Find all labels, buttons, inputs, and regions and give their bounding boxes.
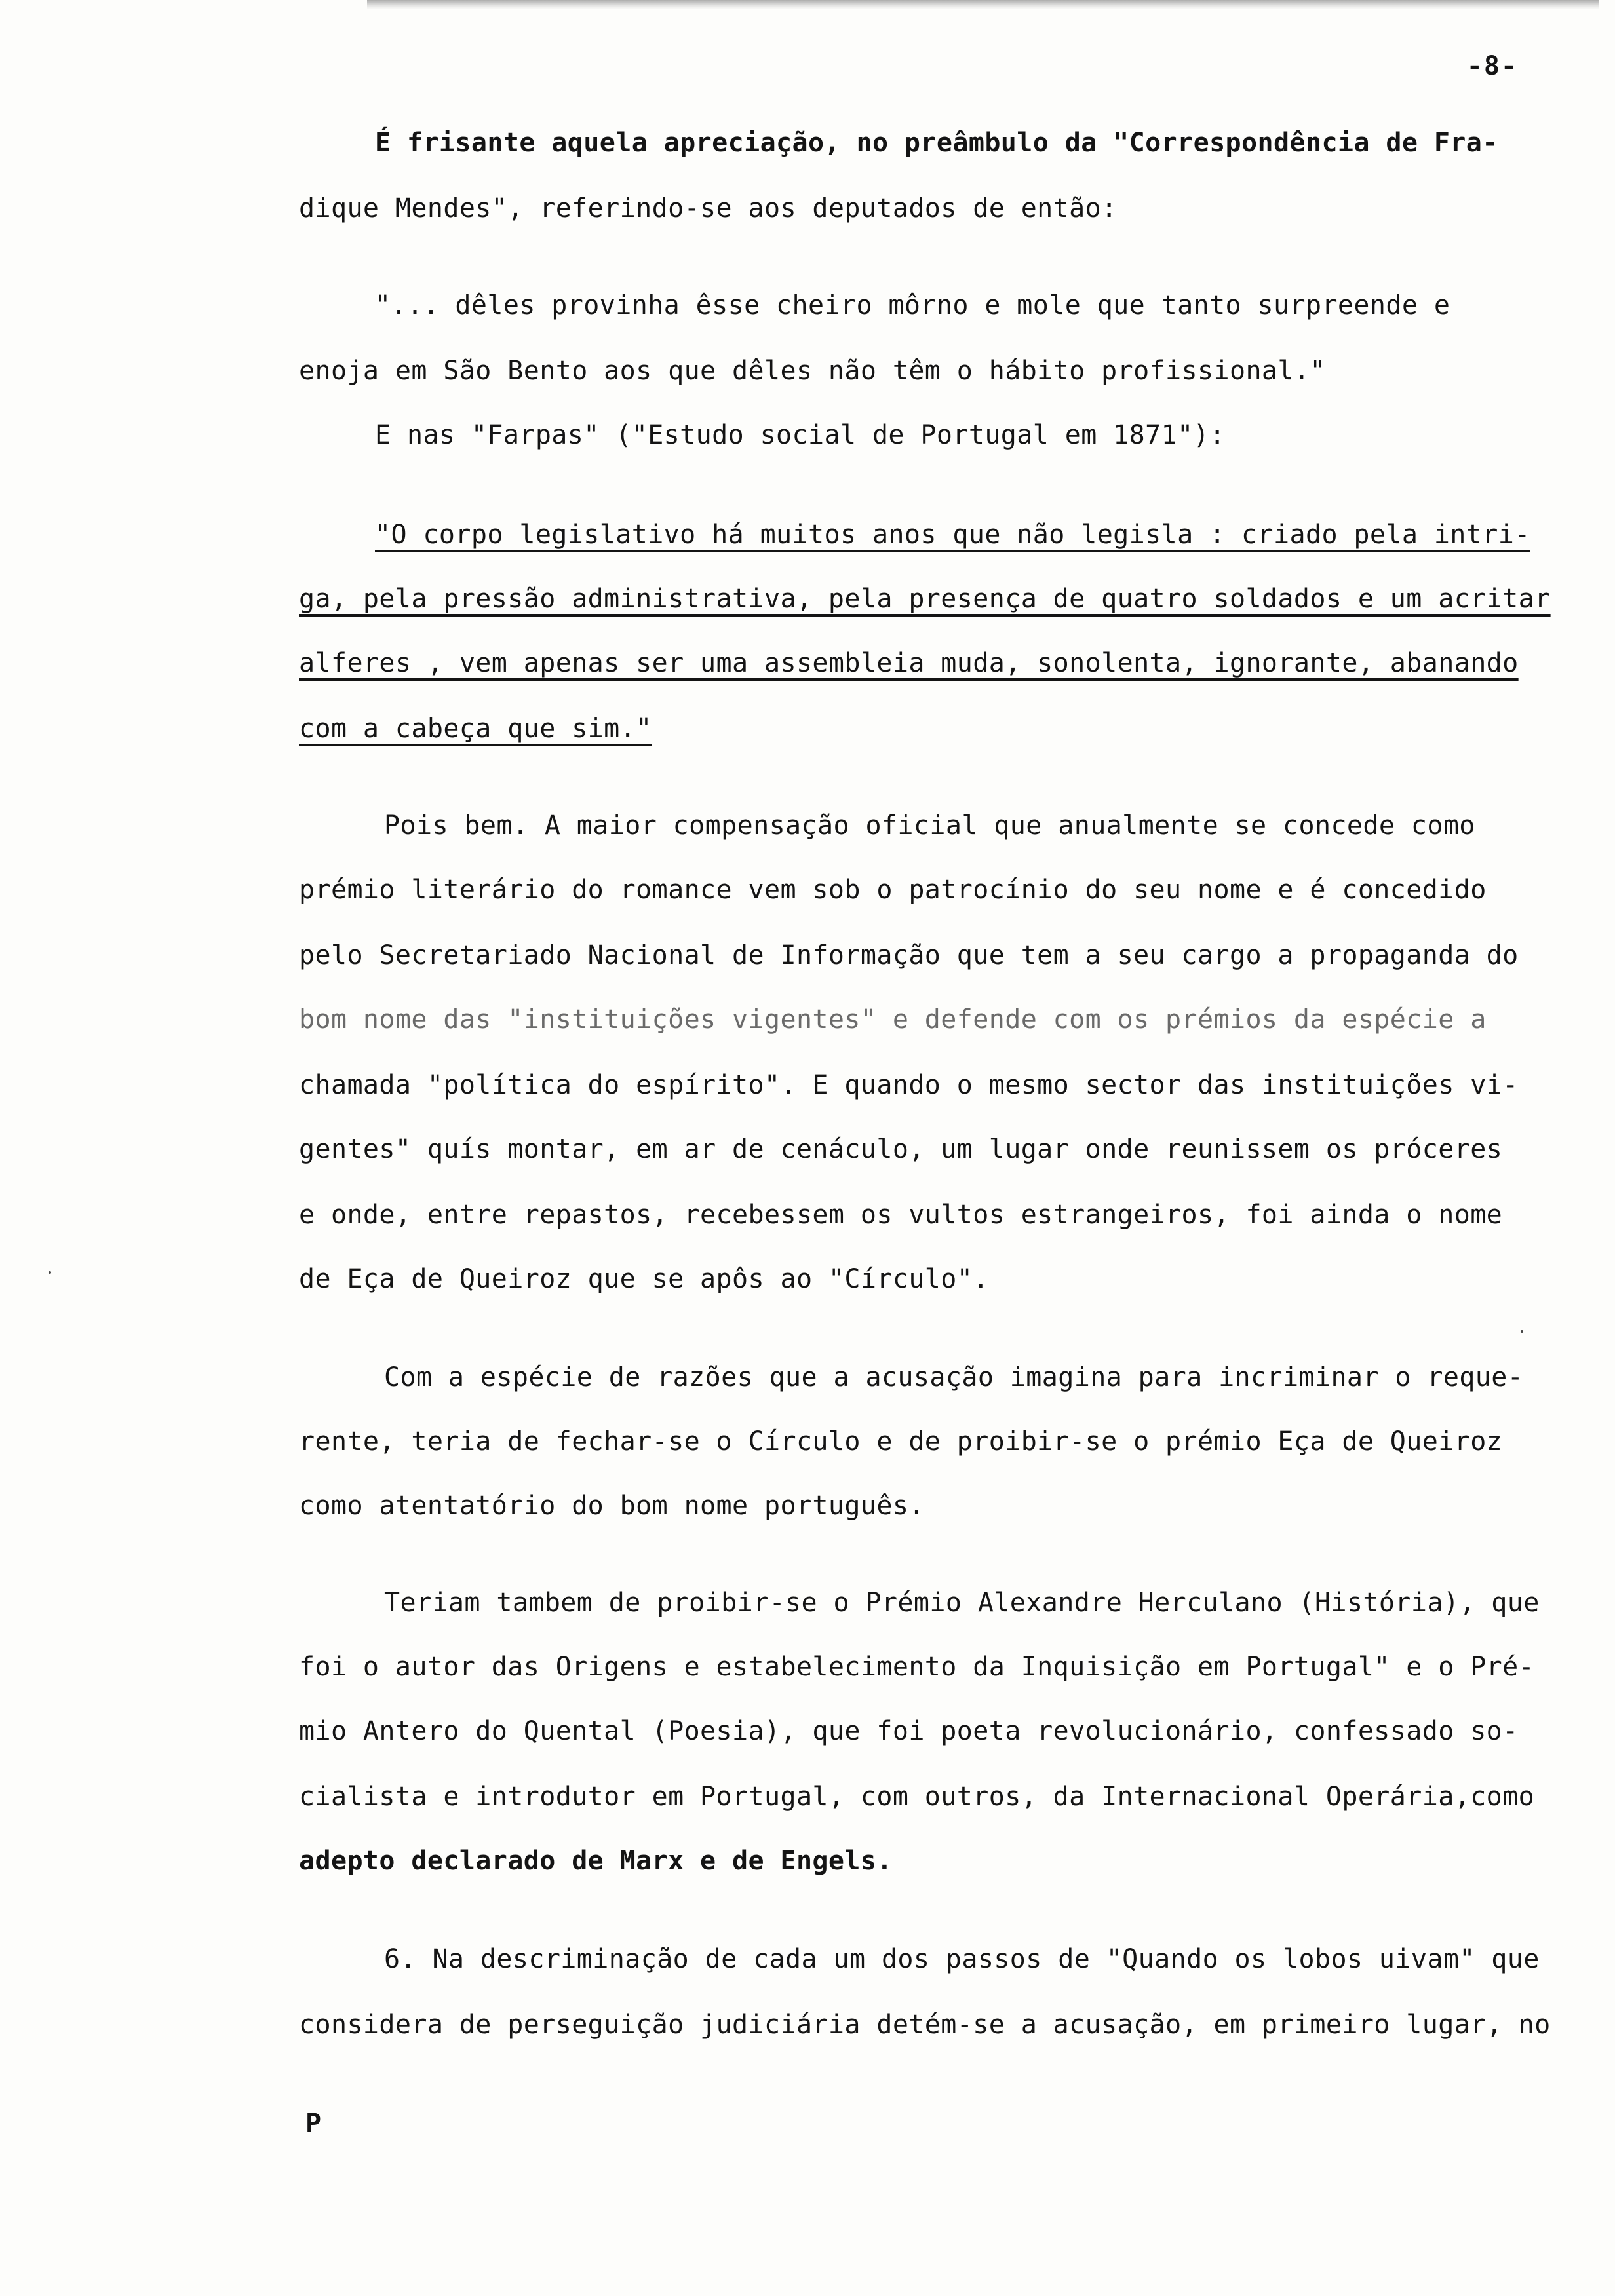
text-line-q2-l2: ga, pela pressão administrativa, pela presença de quatro soldados e um acritar xyxy=(299,584,1551,614)
page-number: -8- xyxy=(1466,51,1518,81)
text-line-p4-l2: rente, teria de fechar-se o Círculo e de proibir-se o prémio Eça de Queiroz xyxy=(299,1426,1503,1457)
text-line-p4-l1: Com a espécie de razões que a acusação imagina para incriminar o reque- xyxy=(384,1362,1524,1392)
text-line-p3-l7: e onde, entre repastos, recebessem os vultos estrangeiros, foi ainda o nome xyxy=(299,1200,1503,1230)
text-line-p5-l4: cialista e introdutor em Portugal, com outros, da Internacional Operária,como xyxy=(299,1782,1535,1812)
text-line-q2-l3: alferes , vem apenas ser uma assembleia muda, sonolenta, ignorante, abanando xyxy=(299,648,1519,678)
text-line-p5-l2: foi o autor das Origens e estabelecimento da Inquisição em Portugal" e o Pré- xyxy=(299,1652,1535,1682)
text-line-q1-l2: enoja em São Bento aos que dêles não têm o hábito profissional." xyxy=(299,356,1326,386)
text-line-p3-l4: bom nome das "instituições vigentes" e defende com os prémios da espécie a xyxy=(299,1004,1487,1035)
text-line-q2-l4: com a cabeça que sim." xyxy=(299,714,652,744)
text-line-p1-l1: É frisante aquela apreciação, no preâmbulo da "Correspondência de Fra- xyxy=(375,128,1498,158)
text-line-p5-l5: adepto declarado de Marx e de Engels. xyxy=(299,1846,893,1876)
margin-mark: P xyxy=(305,2109,322,2139)
text-line-p5-l1: Teriam tambem de proibir-se o Prémio Alexandre Herculano (História), que xyxy=(384,1588,1540,1618)
text-line-p3-l8: de Eça de Queiroz que se apôs ao "Círculo". xyxy=(299,1264,989,1294)
text-line-p5-l3: mio Antero do Quental (Poesia), que foi poeta revolucionário, confessado so- xyxy=(299,1716,1519,1746)
text-line-q1-l1: "... dêles provinha êsse cheiro môrno e mole que tanto surpreende e xyxy=(375,290,1450,320)
scan-speck xyxy=(1521,1330,1523,1333)
text-line-p2-l1: E nas "Farpas" ("Estudo social de Portugal em 1871"): xyxy=(375,420,1226,450)
text-line-p1-l2: dique Mendes", referindo-se aos deputados de então: xyxy=(299,193,1118,223)
text-line-p3-l5: chamada "política do espírito". E quando o mesmo sector das instituições vi- xyxy=(299,1070,1519,1100)
text-line-p3-l2: prémio literário do romance vem sob o patrocínio do seu nome e é concedido xyxy=(299,875,1487,905)
scan-top-edge xyxy=(367,0,1599,9)
text-line-p3-l1: Pois bem. A maior compensação oficial que anualmente se concede como xyxy=(384,811,1475,841)
text-line-p6-l1: 6. Na descriminação de cada um dos passos de "Quando os lobos uivam" que xyxy=(384,1944,1540,1974)
text-line-p6-l2: considera de perseguição judiciária detém-se a acusação, em primeiro lugar, no xyxy=(299,2010,1551,2040)
text-line-p3-l6: gentes" quís montar, em ar de cenáculo, um lugar onde reunissem os próceres xyxy=(299,1134,1503,1164)
text-line-p3-l3: pelo Secretariado Nacional de Informação que tem a seu cargo a propaganda do xyxy=(299,940,1519,970)
text-line-q2-l1: "O corpo legislativo há muitos anos que não legisla : criado pela intri- xyxy=(375,520,1530,550)
scan-speck xyxy=(49,1271,51,1274)
text-line-p4-l3: como atentatório do bom nome português. xyxy=(299,1491,925,1521)
